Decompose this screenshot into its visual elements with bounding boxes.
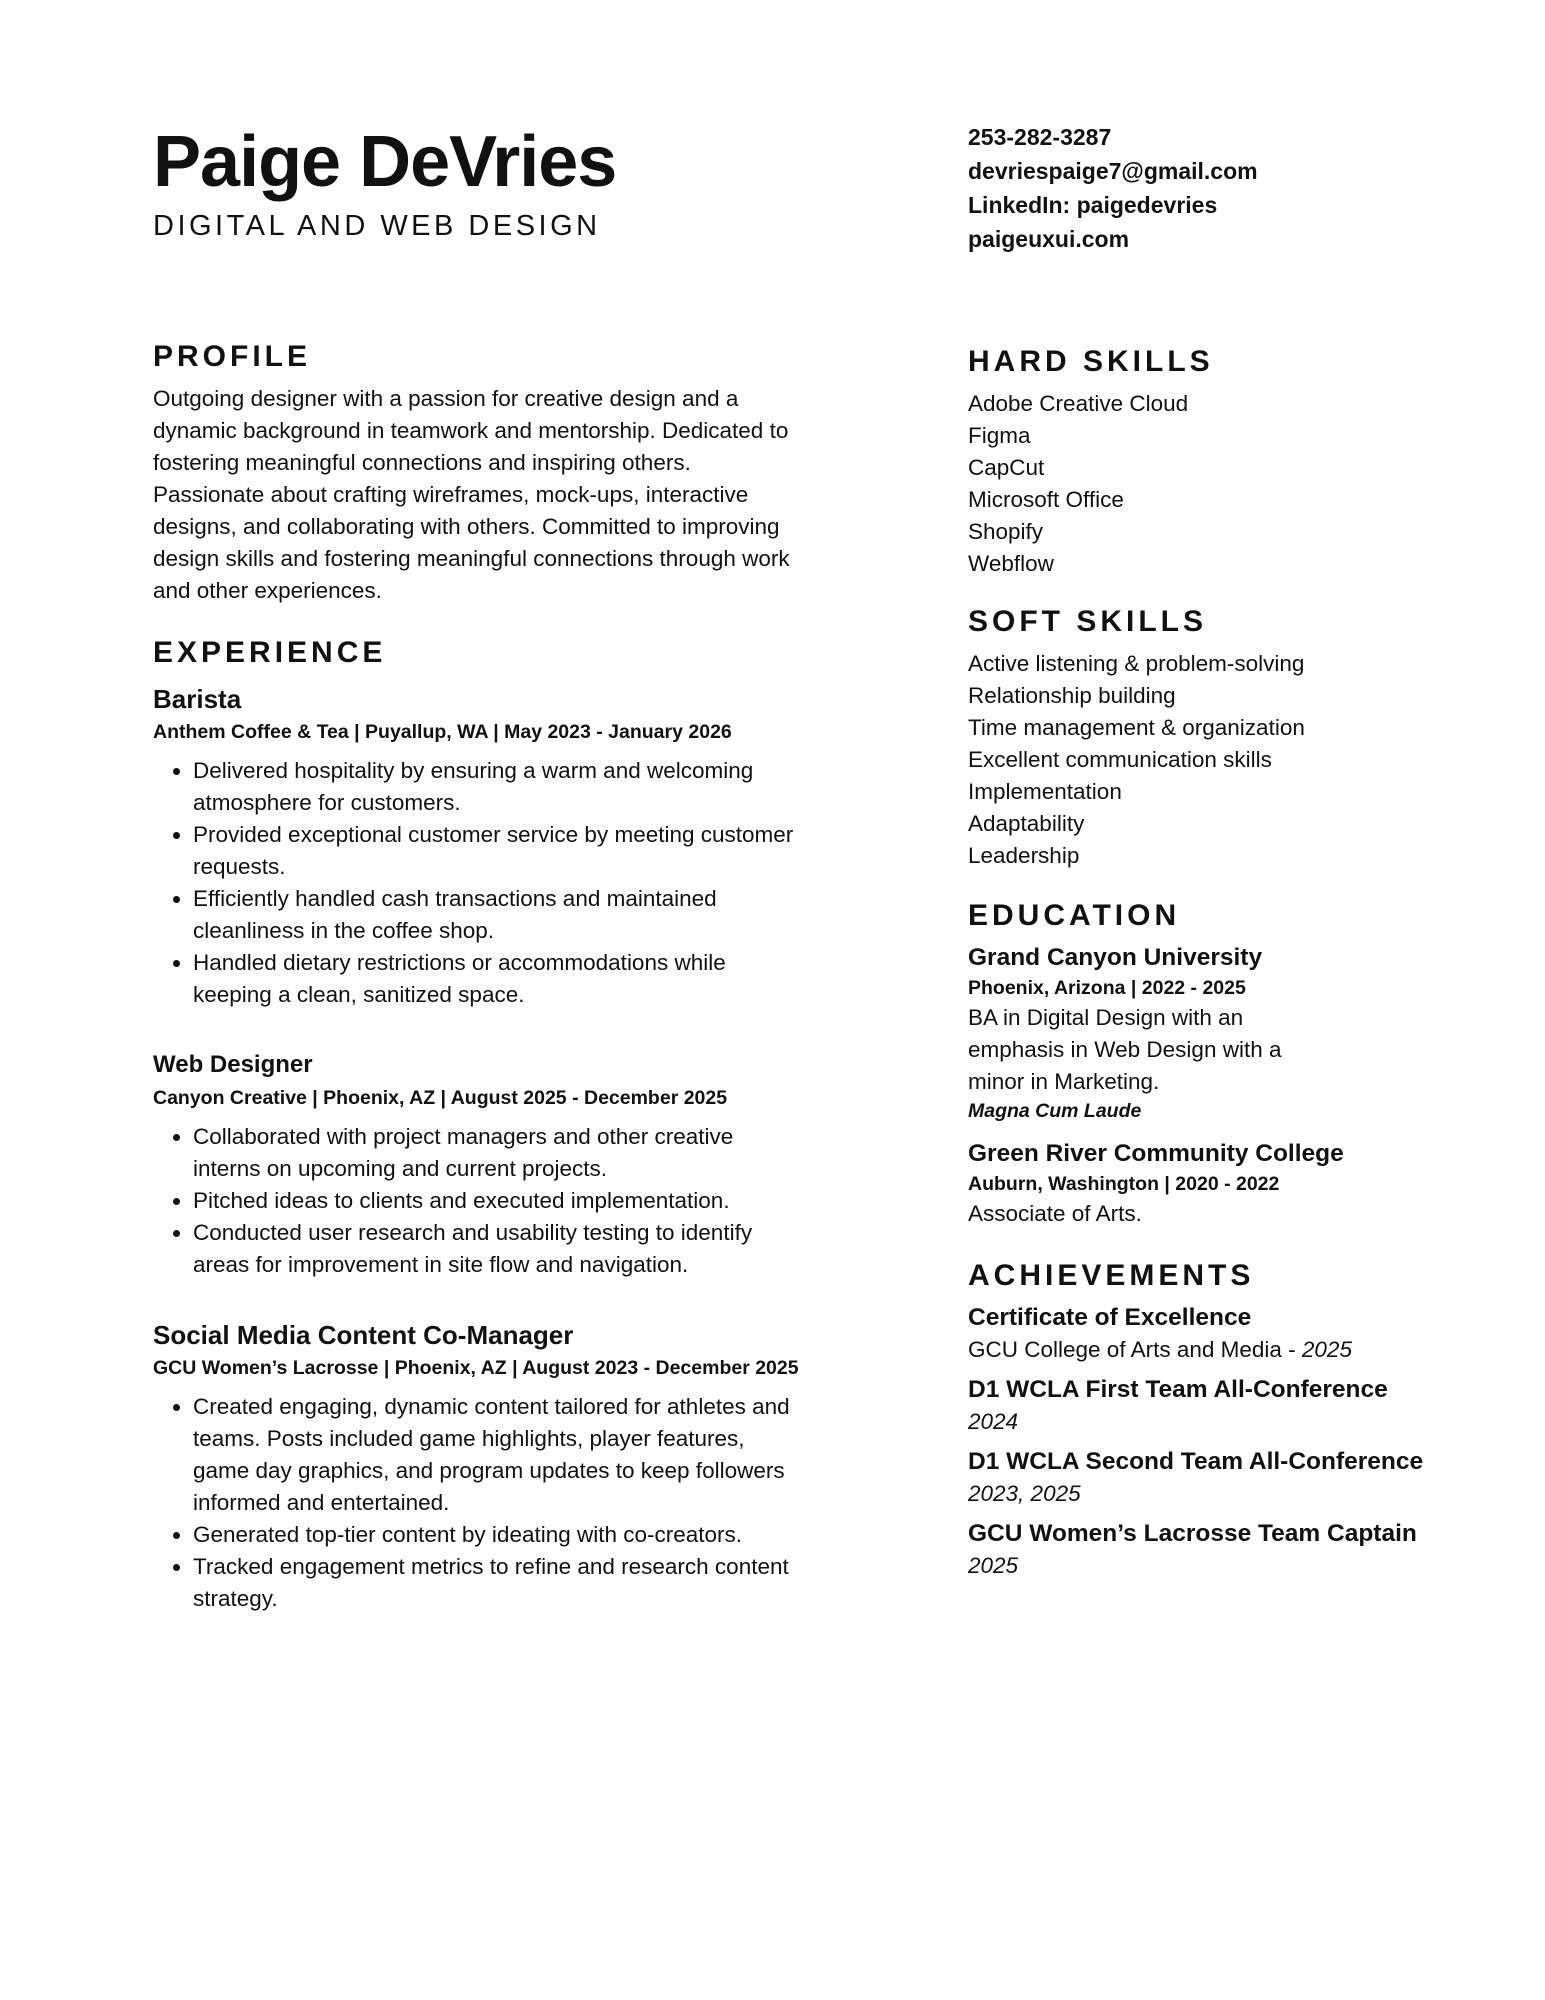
- job-bullet: • Provided exceptional customer service by meeting customer requests.: [193, 819, 803, 883]
- education-section: [968, 898, 1488, 1230]
- skill-item: Figma: [968, 423, 1031, 448]
- contact-linkedin[interactable]: LinkedIn: paigedevries: [968, 192, 1218, 218]
- achievements-heading: ACHIEVEMENTS: [968, 1259, 1255, 1292]
- skill-item: Adobe Creative Cloud: [968, 391, 1189, 416]
- profile-heading: PROFILE: [153, 340, 312, 373]
- candidate-tagline: DIGITAL AND WEB DESIGN: [153, 210, 601, 242]
- achievement-detail: [968, 1334, 1488, 1366]
- hard-skills-list: [968, 388, 1488, 580]
- contact-email[interactable]: devriespaige7@gmail.com: [968, 158, 1258, 184]
- school-entry: [968, 1138, 1488, 1230]
- experience-section: [153, 635, 803, 1615]
- left-column: [153, 120, 803, 1615]
- hard-skills-heading: HARD SKILLS: [968, 345, 1214, 378]
- job-bullet: • Efficiently handled cash transactions and maintained cleanliness in the coffee shop.: [193, 883, 803, 947]
- skill-item: Time management & organization: [968, 715, 1305, 740]
- school-entry: [968, 942, 1488, 1124]
- job-bullet: • Tracked engagement metrics to refine and research content strategy.: [193, 1551, 803, 1615]
- job-title: Web Designer: [153, 1051, 313, 1078]
- skill-item: Active listening & problem-solving: [968, 651, 1305, 676]
- skill-item: Shopify: [968, 519, 1044, 544]
- achievement-title: Certificate of Excellence: [968, 1304, 1252, 1331]
- job-meta: GCU Women’s Lacrosse | Phoenix, AZ | August 2023 - December 2025: [153, 1357, 799, 1379]
- school-honor: Magna Cum Laude: [968, 1100, 1142, 1122]
- achievement-item: [968, 1374, 1488, 1438]
- skill-item: Microsoft Office: [968, 487, 1124, 512]
- achievement-title: D1 WCLA First Team All-Conference: [968, 1376, 1388, 1403]
- job-entry: [153, 1049, 803, 1281]
- candidate-name: Paige DeVries: [153, 122, 617, 202]
- soft-skills-section: [968, 604, 1488, 872]
- profile-section: [153, 339, 803, 607]
- education-heading: EDUCATION: [968, 899, 1181, 932]
- job-bullet: • Delivered hospitality by ensuring a warm and welcoming atmosphere for customers.: [193, 755, 803, 819]
- achievement-item: [968, 1446, 1488, 1510]
- contact-website[interactable]: paigeuxui.com: [968, 226, 1130, 252]
- right-column: [968, 120, 1488, 1582]
- job-bullet: • Pitched ideas to clients and executed implementation.: [193, 1185, 803, 1217]
- contact-phone[interactable]: 253-282-3287: [968, 124, 1112, 150]
- school-name: Grand Canyon University: [968, 944, 1263, 971]
- job-meta: Canyon Creative | Phoenix, AZ | August 2025 - December 2025: [153, 1087, 728, 1109]
- skill-item: Adaptability: [968, 811, 1085, 836]
- achievement-year: 2023, 2025: [968, 1481, 1081, 1506]
- job-entry: [153, 683, 803, 1011]
- skill-item: Implementation: [968, 779, 1122, 804]
- achievement-year: 2025: [1301, 1337, 1352, 1362]
- skill-item: Relationship building: [968, 683, 1176, 708]
- profile-text: Outgoing designer with a passion for creative design and a dynamic background in teamwork and mentorship. Dedicated to fostering meaningful connections and inspiring others. Passionate about crafting wireframes, mock-ups, interactive designs, and collaborating with others. Committed to improving design skills and fostering meaningful connections through work and other experiences.: [153, 386, 790, 603]
- skill-item: Excellent communication skills: [968, 747, 1272, 772]
- school-meta: Phoenix, Arizona | 2022 - 2025: [968, 977, 1246, 999]
- school-name: Green River Community College: [968, 1140, 1344, 1167]
- soft-skills-heading: SOFT SKILLS: [968, 605, 1207, 638]
- skill-item: CapCut: [968, 455, 1045, 480]
- job-title: Social Media Content Co-Manager: [153, 1320, 574, 1350]
- achievement-item: [968, 1518, 1488, 1582]
- achievement-item: [968, 1302, 1488, 1366]
- skill-item: Leadership: [968, 843, 1080, 868]
- job-bullets: [153, 1391, 803, 1615]
- job-bullet: • Collaborated with project managers and other creative interns on upcoming and current projects.: [193, 1121, 803, 1185]
- job-bullet: • Handled dietary restrictions or accommodations while keeping a clean, sanitized space.: [193, 947, 803, 1011]
- school-meta: Auburn, Washington | 2020 - 2022: [968, 1173, 1280, 1195]
- job-title: Barista: [153, 684, 242, 714]
- job-bullets: [153, 755, 803, 1011]
- achievement-source: GCU College of Arts and Media -: [968, 1337, 1302, 1362]
- job-bullet: • Generated top-tier content by ideating with co-creators.: [193, 1519, 803, 1551]
- job-bullets: [153, 1121, 803, 1281]
- job-entry: [153, 1319, 803, 1615]
- job-bullet: • Created engaging, dynamic content tailored for athletes and teams. Posts included game highlights, player features, game day graphics, and program updates to keep followers informed and entertained.: [193, 1391, 803, 1519]
- achievement-title: GCU Women’s Lacrosse Team Captain: [968, 1520, 1417, 1547]
- experience-heading: EXPERIENCE: [153, 636, 387, 669]
- achievement-year: 2025: [968, 1553, 1019, 1578]
- skill-item: Webflow: [968, 551, 1054, 576]
- school-degree: BA in Digital Design with an emphasis in Web Design with a minor in Marketing.: [968, 1005, 1282, 1094]
- school-degree: Associate of Arts.: [968, 1201, 1142, 1226]
- job-meta: Anthem Coffee & Tea | Puyallup, WA | May 2023 - January 2026: [153, 721, 732, 743]
- hard-skills-section: [968, 344, 1488, 580]
- job-bullet: • Conducted user research and usability testing to identify areas for improvement in site flow and navigation.: [193, 1217, 803, 1281]
- achievement-year: 2024: [968, 1409, 1019, 1434]
- contact-block: [968, 120, 1488, 256]
- soft-skills-list: [968, 648, 1488, 872]
- achievement-title: D1 WCLA Second Team All-Conference: [968, 1448, 1424, 1475]
- achievements-section: [968, 1258, 1488, 1582]
